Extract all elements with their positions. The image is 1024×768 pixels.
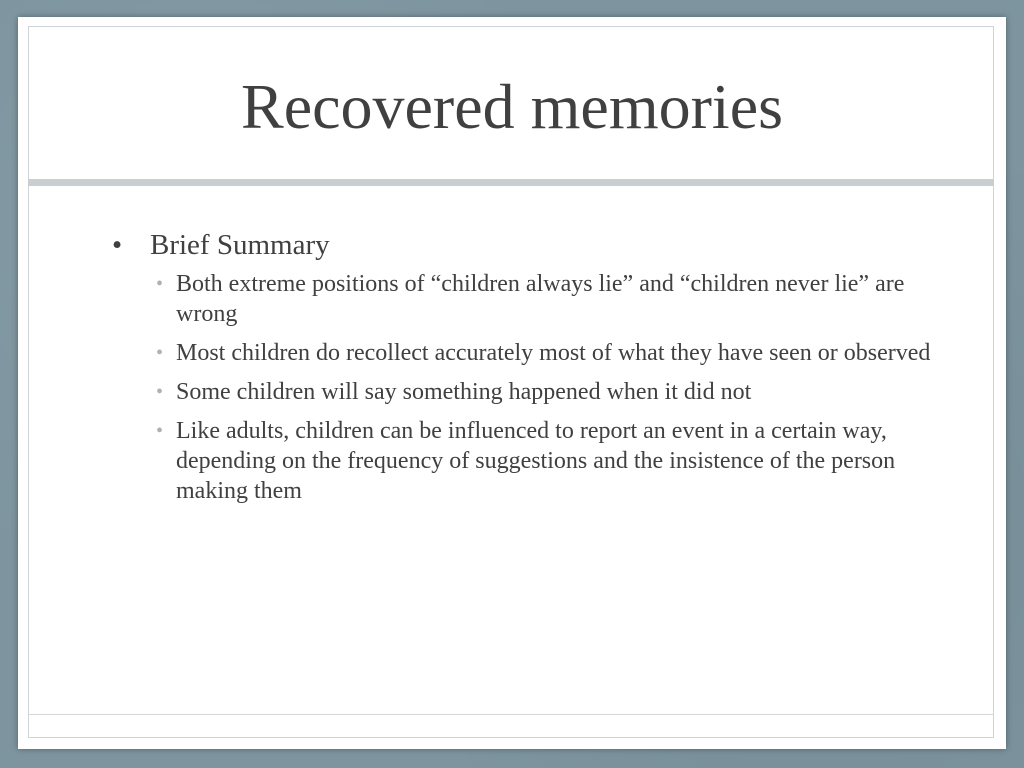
sub-bullet-dot-icon: • [156, 342, 164, 364]
sub-bullet-dot-icon: • [156, 420, 164, 442]
slide-title: Recovered memories [241, 71, 783, 142]
sub-bullet-dot-icon: • [156, 273, 164, 295]
sub-bullet-text: Both extreme positions of “children always lie” and “children never lie” are wrong [176, 271, 905, 327]
sub-bullet-list [112, 269, 932, 506]
sub-bullet-text: Like adults, children can be influenced to report an event in a certain way, depending on the frequency of suggestions and the insistence of the person making them [176, 418, 896, 504]
sub-bullet [112, 416, 932, 506]
slide-content [112, 225, 932, 515]
title-divider [28, 179, 994, 186]
sub-bullet-text: Most children do recollect accurately most of what they have seen or observed [176, 340, 931, 366]
sub-bullet [112, 377, 932, 407]
sub-bullet-text: Some children will say something happened when it did not [176, 379, 752, 405]
footer-divider [28, 714, 994, 715]
slide [18, 17, 1006, 749]
main-bullet-text: Brief Summary [150, 229, 330, 261]
sub-bullet [112, 269, 932, 329]
main-bullet [112, 225, 932, 265]
sub-bullet [112, 338, 932, 368]
sub-bullet-dot-icon: • [156, 381, 164, 403]
bullet-dot-icon: • [112, 229, 123, 261]
